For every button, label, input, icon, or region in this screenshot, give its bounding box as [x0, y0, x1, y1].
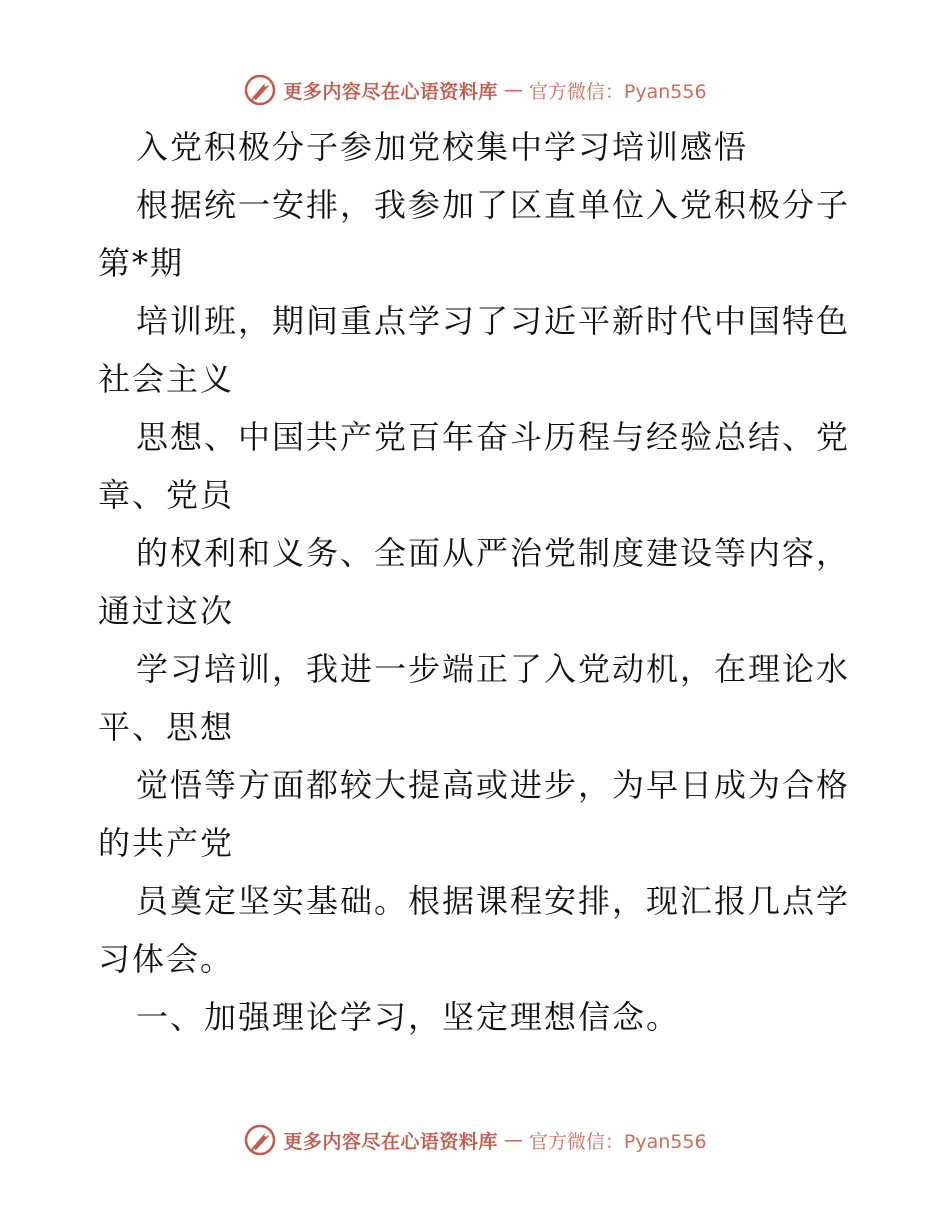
banner-title: 更多内容尽在心语资料库	[283, 1130, 498, 1153]
doc-line: 第*期	[98, 244, 185, 282]
document-body	[98, 118, 858, 1046]
doc-line: 学习培训，我进一步端正了入党动机，在理论水	[136, 650, 851, 688]
doc-line: 入党积极分子参加党校集中学习培训感悟	[136, 128, 749, 166]
doc-line: 的共产党	[98, 824, 235, 862]
banner-separator: —	[503, 79, 523, 101]
banner-wechat: 官方微信：Pyan556	[528, 80, 707, 103]
header-banner	[0, 70, 950, 110]
banner-wechat: 官方微信：Pyan556	[528, 1130, 707, 1153]
banner-title: 更多内容尽在心语资料库	[283, 80, 498, 103]
doc-line: 思想、中国共产党百年奋斗历程与经验总结、党	[136, 418, 851, 456]
banner-separator: —	[503, 1129, 523, 1151]
doc-line: 一、加强理论学习，坚定理想信念。	[136, 998, 681, 1036]
doc-line: 通过这次	[98, 592, 235, 630]
footer-banner	[0, 1120, 950, 1160]
doc-line: 员奠定坚实基础。根据课程安排，现汇报几点学	[136, 882, 851, 920]
doc-line: 社会主义	[98, 360, 235, 398]
doc-line: 平、思想	[98, 708, 235, 746]
pen-nib-logo-icon	[243, 1123, 277, 1157]
doc-line: 章、党员	[98, 476, 235, 514]
pen-nib-logo-icon	[243, 73, 277, 107]
doc-line: 习体会。	[98, 940, 235, 978]
doc-line: 根据统一安排，我参加了区直单位入党积极分子	[136, 186, 851, 224]
doc-line: 觉悟等方面都较大提高或进步，为早日成为合格	[136, 766, 851, 804]
doc-line: 培训班，期间重点学习了习近平新时代中国特色	[136, 302, 851, 340]
doc-line: 的权利和义务、全面从严治党制度建设等内容，	[136, 534, 851, 572]
